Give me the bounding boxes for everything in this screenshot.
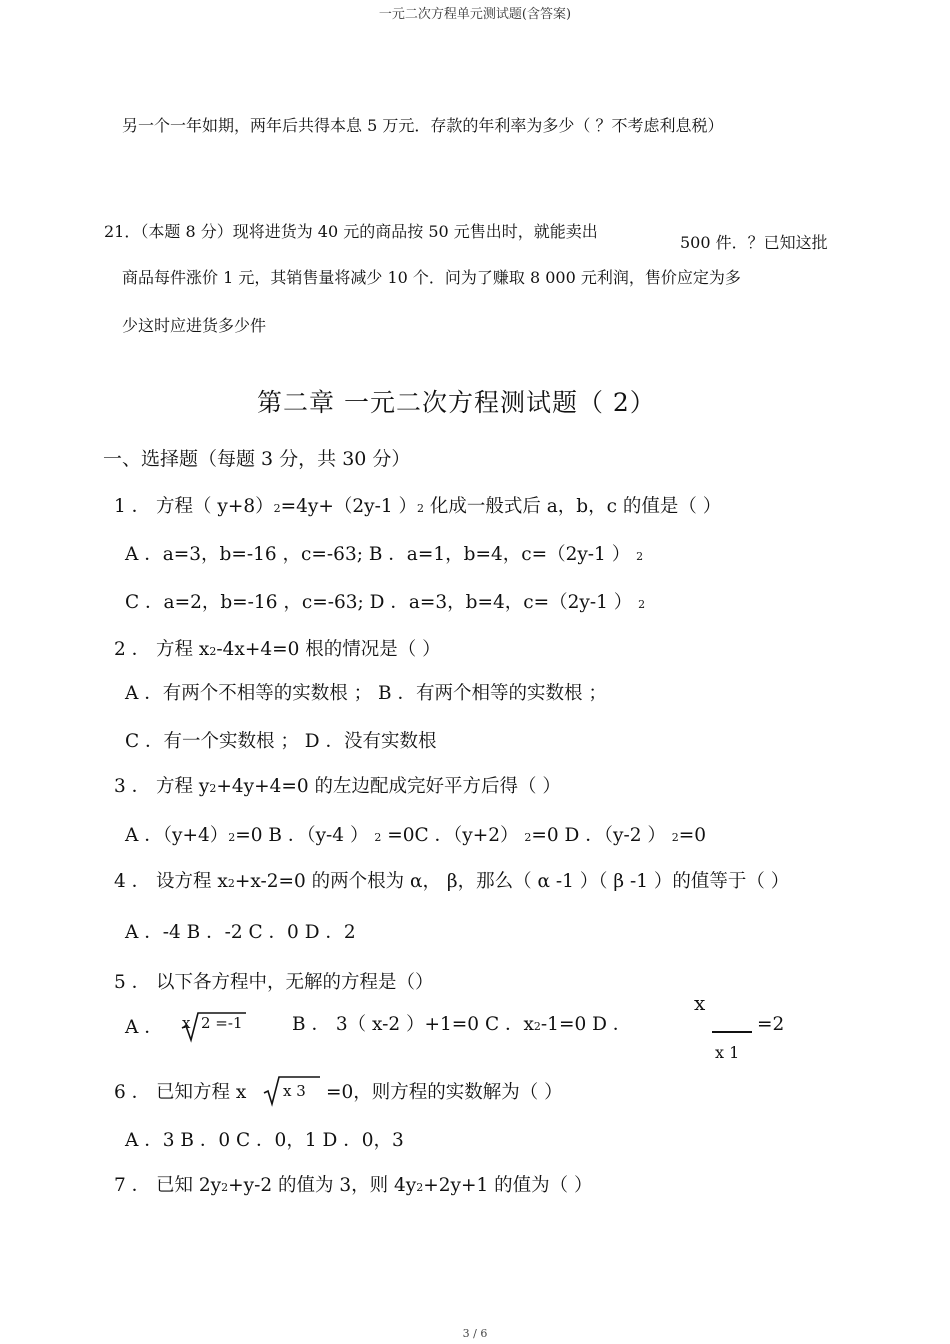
section-heading: 一、选择题（每题 3 分，共 30 分）	[103, 448, 411, 470]
q5-option-text: -1=0 D ．	[540, 1014, 632, 1035]
q3-option-a: A ．（y+4）	[125, 825, 229, 846]
q3-option-c: =0C ．（y+2）	[381, 825, 519, 846]
q7-stem-part: +y-2 的值为 3，则 4y	[228, 1175, 417, 1196]
q4-stem	[114, 867, 789, 893]
q3-exponent: 2	[209, 782, 217, 795]
q1-options-cd	[125, 588, 645, 614]
header-title: 一元二次方程单元测试题(含答案)	[378, 7, 572, 22]
q1-option-text: A ．a=3，b=-16 ，c=-63; B ．a=1，b=4，c=（2y-1 ）	[125, 544, 631, 565]
q3-option-b: =0 B ．（y-4 ）	[235, 825, 369, 846]
q3-stem	[114, 772, 561, 798]
q3-exponent: 2	[374, 831, 382, 844]
q5-fraction-numerator: x	[694, 991, 706, 1015]
q4-exponent: 2	[227, 877, 235, 890]
q2-stem-part: -4x+4=0 根的情况是（ ）	[216, 639, 441, 660]
q3-option-d: =0 D ．（y-2 ）	[531, 825, 666, 846]
q4-stem-part: 4 ． 设方程 x	[114, 871, 228, 892]
q1-option-text: C ．a=2，b=-16 ，c=-63; D ．a=3，b=4，c=（2y-1 ）	[125, 592, 633, 613]
q5-fraction-denominator: x 1	[715, 1043, 740, 1062]
q5-option-a-x: x	[182, 1014, 191, 1032]
q1-stem-part: 1 ． 方程（ y+8）	[114, 496, 274, 517]
q3-options	[125, 821, 706, 847]
q1-exponent: 2	[638, 598, 646, 611]
q5-exponent: 2	[533, 1020, 541, 1033]
q2-options-cd: C ．有一个实数根 ； D ．没有实数根	[125, 731, 437, 752]
q1-stem-part: =4y+（2y-1 ）	[280, 496, 417, 517]
q4-options: A ．-4 B ．-2 C ．0 D ．2	[125, 922, 356, 943]
q2-exponent: 2	[209, 645, 217, 658]
q7-stem-part: 7 ． 已知 2y	[114, 1175, 222, 1196]
q7-exponent: 2	[416, 1181, 424, 1194]
q1-exponent: 2	[273, 502, 281, 515]
q2-stem-part: 2 ． 方程 x	[114, 639, 210, 660]
problem21-line2: 商品每件涨价 1 元，其销售量将减少 10 个．问为了赚取 8 000 元利润，售价应定为多	[122, 268, 741, 287]
fraction-bar	[712, 1031, 752, 1033]
q4-stem-part: +x-2=0 的两个根为 α， β，那么（ α -1 ）（ β -1 ）的值等于（ ）	[234, 871, 790, 892]
q1-options-ab	[125, 540, 643, 566]
page-number: 3 / 6	[462, 1327, 488, 1340]
problem21-line1-right: 500 件．？已知这批	[680, 233, 828, 252]
q5-option-text: B ． 3（ x-2 ）+1=0 C ．x	[292, 1014, 534, 1035]
q5-options-bcd	[292, 1010, 631, 1036]
q2-options-ab: A ．有两个不相等的实数根 ； B ．有两个相等的实数根 ；	[125, 683, 607, 704]
problem21-line1: 21．（本题 8 分）现将进货为 40 元的商品按 50 元售出时，就能卖出	[104, 222, 598, 241]
prev-problem-line: 另一个一年如期，两年后共得本息 5 万元．存款的年利率为多少（ ？不考虑利息税）	[122, 116, 724, 135]
q6-radicand: x 3	[283, 1082, 306, 1100]
q6-stem-start: 6 ． 已知方程 x	[114, 1082, 247, 1103]
q2-stem	[114, 635, 441, 661]
q1-stem	[114, 492, 721, 518]
q3-exponent: 2	[228, 831, 236, 844]
q5-option-a-label: A ．	[125, 1017, 163, 1038]
q3-stem-part: 3 ． 方程 y	[114, 776, 210, 797]
q3-stem-part: +4y+4=0 的左边配成完好平方后得（ ）	[216, 776, 561, 797]
chapter-title: 第二章 一元二次方程测试题（ 2）	[257, 388, 656, 417]
q7-exponent: 2	[221, 1181, 229, 1194]
q1-exponent: 2	[636, 550, 644, 563]
q3-option-e: =0	[678, 825, 707, 846]
q5-stem: 5 ． 以下各方程中，无解的方程是（）	[114, 972, 434, 993]
problem21-line3: 少这时应进货多少件	[122, 316, 267, 335]
q3-exponent: 2	[524, 831, 532, 844]
q5-option-a-radicand: 2 =-1	[201, 1014, 243, 1032]
q3-exponent: 2	[671, 831, 679, 844]
q7-stem-part: +2y+1 的值为（ ）	[423, 1175, 593, 1196]
q1-exponent: 2	[417, 502, 424, 515]
q6-options: A ．3 B ．0 C ．0，1 D ．0，3	[125, 1130, 404, 1151]
q6-stem-end: =0，则方程的实数解为（ ）	[326, 1082, 563, 1103]
q5-fraction-rhs: =2	[757, 1014, 785, 1035]
q1-stem-part: 化成一般式后 a，b，c 的值是（ ）	[424, 496, 722, 517]
q7-stem	[114, 1171, 593, 1197]
document-header	[0, 3, 950, 22]
